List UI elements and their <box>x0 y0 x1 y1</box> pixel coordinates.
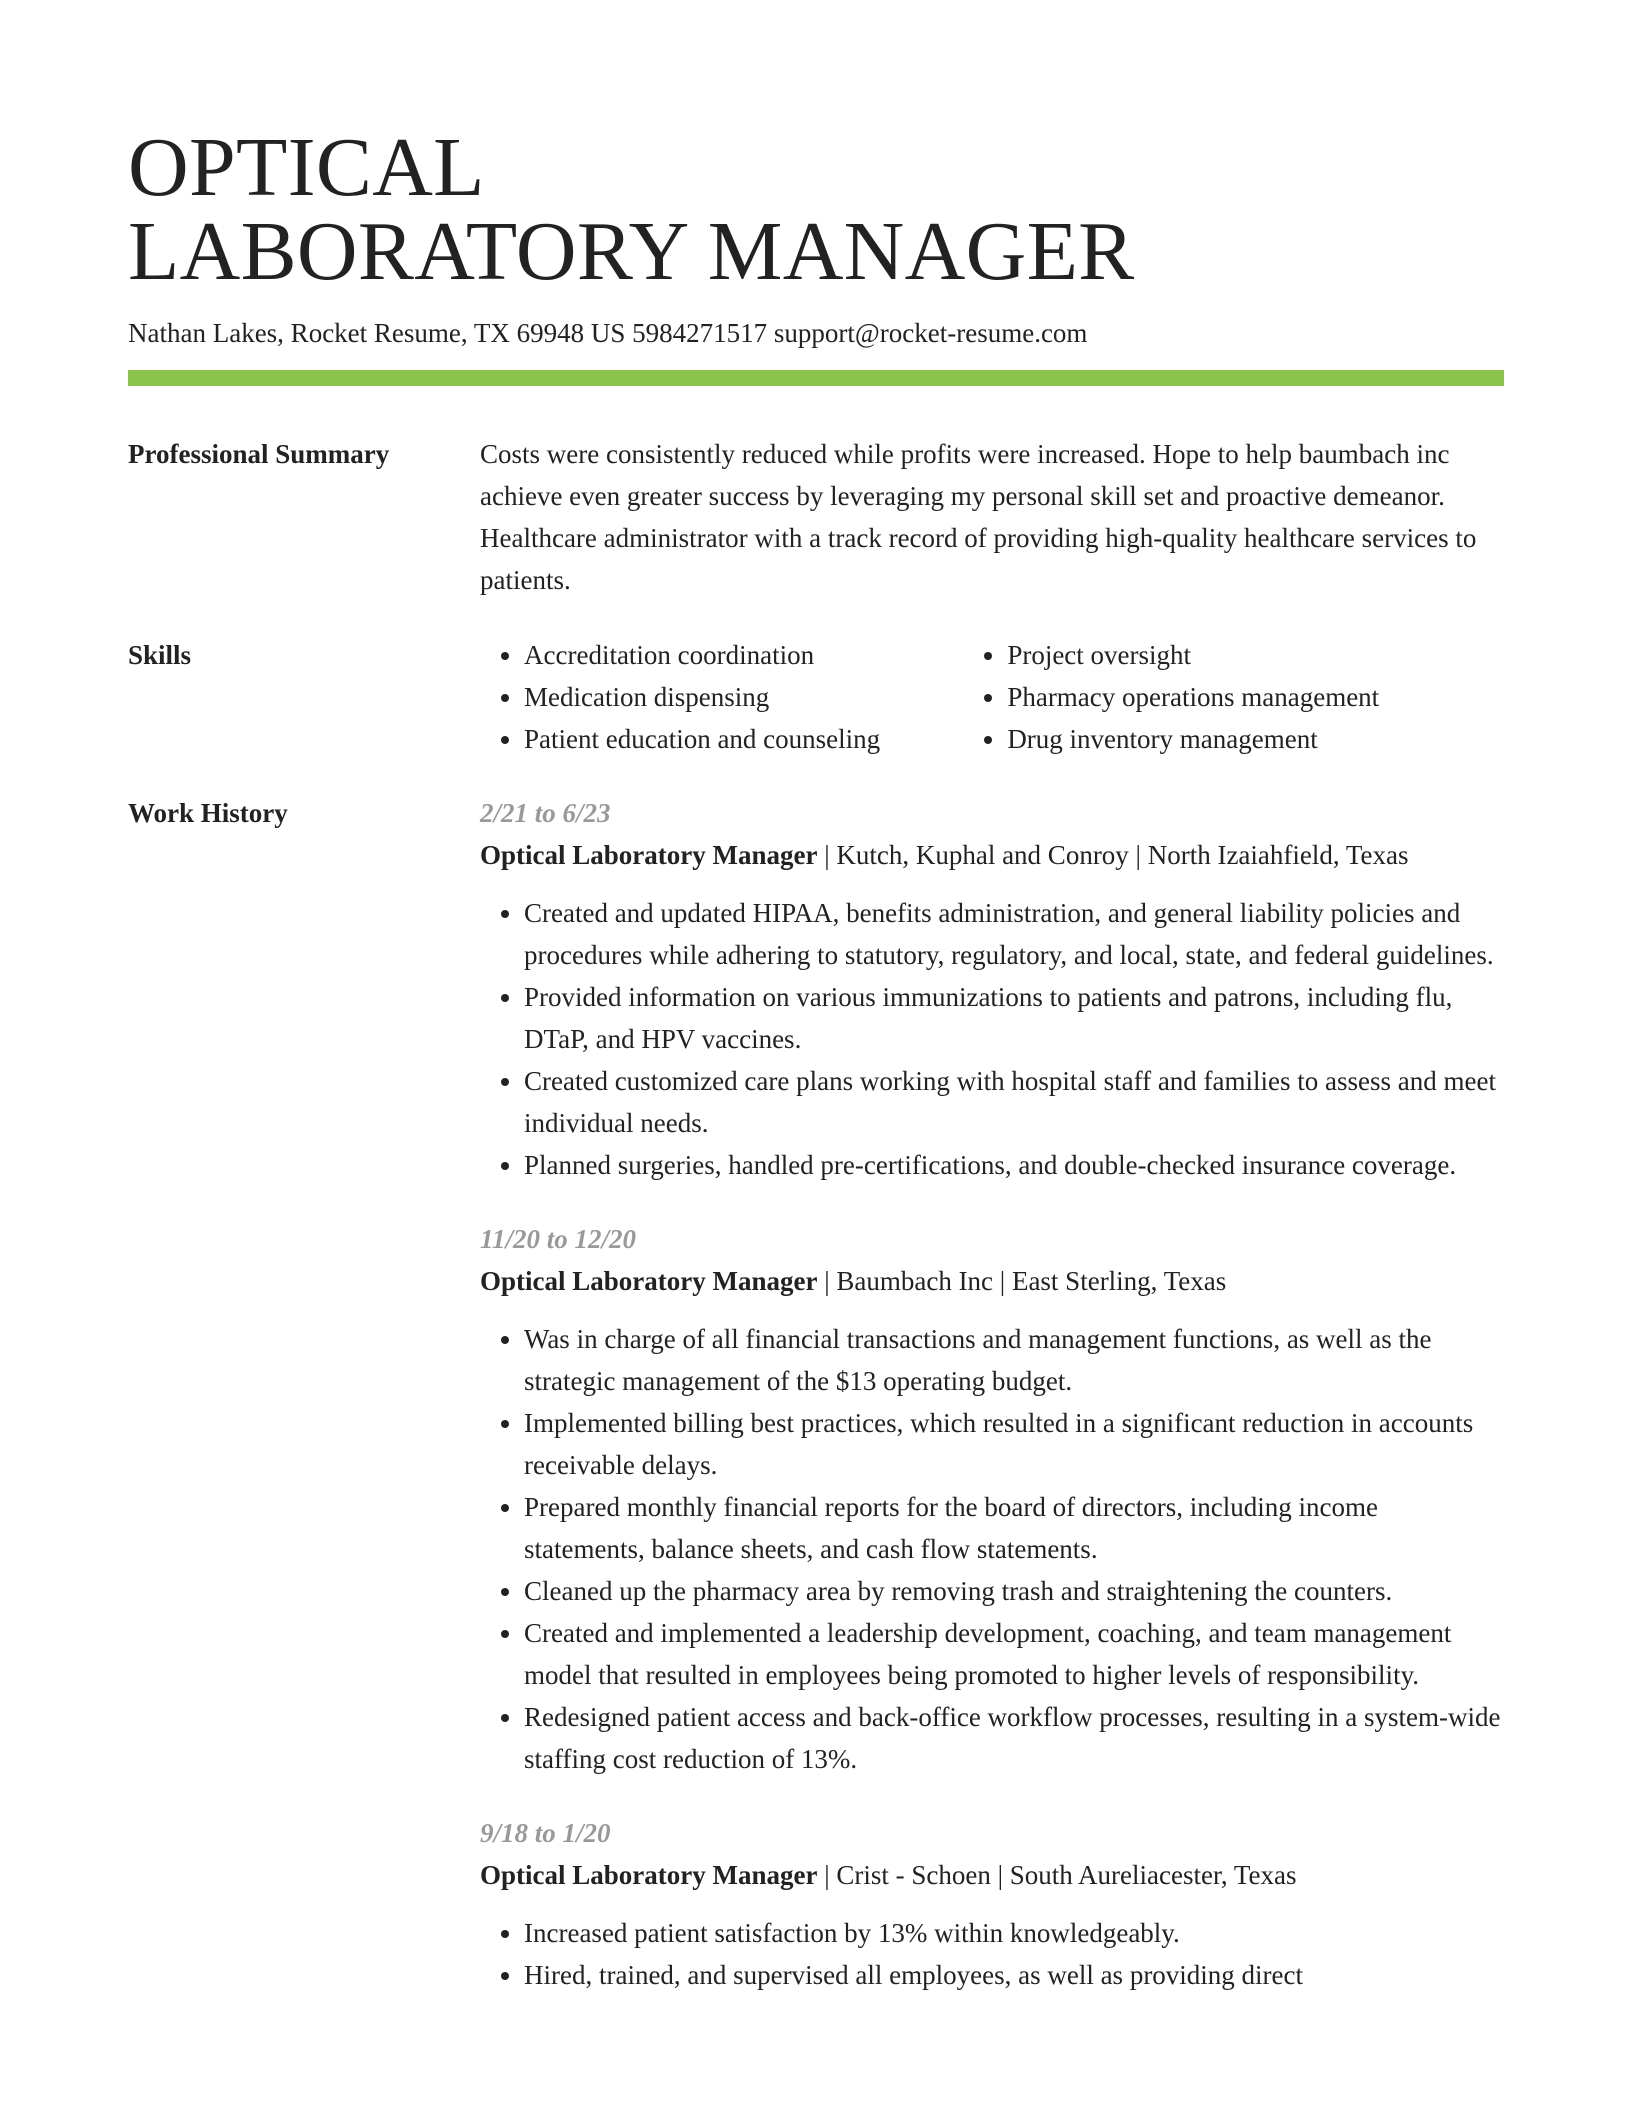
skill-item: • Project oversight <box>1007 634 1505 676</box>
skills-label: Skills <box>128 640 192 670</box>
job-bullet: • Created customized care plans working with hospital staff and families to assess and meet individual needs. <box>524 1060 1505 1144</box>
job-entry <box>480 792 1505 1186</box>
job-bullet: • Prepared monthly financial reports for the board of directors, including income statements, balance sheets, and cash flow statements. <box>524 1486 1505 1570</box>
summary-label: Professional Summary <box>128 439 390 469</box>
job-employer-location: | Crist - Schoen | South Aureliacester, Texas <box>817 1860 1297 1890</box>
job-entry <box>480 1812 1505 1996</box>
skill-item: • Pharmacy operations management <box>1007 676 1505 718</box>
skills-list-right <box>963 634 1505 760</box>
accent-divider <box>128 370 1504 386</box>
skill-item: • Drug inventory management <box>1007 718 1505 760</box>
job-bullet: • Redesigned patient access and back-office workflow processes, resulting in a system-wide staffing cost reduction of 13%. <box>524 1696 1505 1780</box>
title-line-1: OPTICAL <box>128 121 485 214</box>
job-bullet: • Cleaned up the pharmacy area by removing trash and straightening the counters. <box>524 1570 1505 1612</box>
job-dates: 2/21 to 6/23 <box>480 798 611 828</box>
skill-item: • Patient education and counseling <box>524 718 963 760</box>
work-history-section <box>480 792 1505 2028</box>
skill-item: • Accreditation coordination <box>524 634 963 676</box>
skills-section <box>480 634 1505 760</box>
job-bullets <box>480 1912 1505 1996</box>
job-bullet: • Increased patient satisfaction by 13% within knowledgeably. <box>524 1912 1505 1954</box>
contact-line: Nathan Lakes, Rocket Resume, TX 69948 US 5984271517 support@rocket-resume.com <box>128 318 1088 348</box>
job-bullet: • Provided information on various immunizations to patients and patrons, including flu, DTaP, and HPV vaccines. <box>524 976 1505 1060</box>
resume-title <box>128 121 1508 298</box>
job-title: Optical Laboratory Manager <box>480 1266 818 1296</box>
job-bullet: • Was in charge of all financial transactions and management functions, as well as the strategic management of the $13 operating budget. <box>524 1318 1505 1402</box>
summary-text: Costs were consistently reduced while profits were increased. Hope to help baumbach inc achieve even greater success by leveraging my personal skill set and proactive demeanor. Healthcare administrator with a track record of providing high-quality healthcare services to patients. <box>480 439 1477 595</box>
job-bullet: • Planned surgeries, handled pre-certifications, and double-checked insurance coverage. <box>524 1144 1505 1186</box>
job-title-line <box>480 1854 1505 1896</box>
skills-list-left <box>480 634 963 760</box>
title-line-2: LABORATORY MANAGER <box>128 205 1135 298</box>
job-entry <box>480 1218 1505 1780</box>
work-history-label: Work History <box>128 798 288 828</box>
job-bullet: • Created and implemented a leadership development, coaching, and team management model that resulted in employees being promoted to higher levels of responsibility. <box>524 1612 1505 1696</box>
job-bullet: • Created and updated HIPAA, benefits administration, and general liability policies and procedures while adhering to statutory, regulatory, and local, state, and federal guidelines. <box>524 892 1505 976</box>
job-employer-location: | Kutch, Kuphal and Conroy | North Izaiahfield, Texas <box>817 840 1409 870</box>
job-dates: 9/18 to 1/20 <box>480 1818 611 1848</box>
job-title: Optical Laboratory Manager <box>480 840 818 870</box>
job-bullet: • Implemented billing best practices, which resulted in a significant reduction in accounts receivable delays. <box>524 1402 1505 1486</box>
job-employer-location: | Baumbach Inc | East Sterling, Texas <box>817 1266 1227 1296</box>
job-title-line <box>480 1260 1505 1302</box>
job-bullets <box>480 892 1505 1186</box>
job-title-line <box>480 834 1505 876</box>
job-bullet: • Hired, trained, and supervised all employees, as well as providing direct <box>524 1954 1505 1996</box>
job-bullets <box>480 1318 1505 1780</box>
job-dates: 11/20 to 12/20 <box>480 1224 637 1254</box>
job-title: Optical Laboratory Manager <box>480 1860 818 1890</box>
skill-item: • Medication dispensing <box>524 676 963 718</box>
summary-section <box>480 433 1505 601</box>
